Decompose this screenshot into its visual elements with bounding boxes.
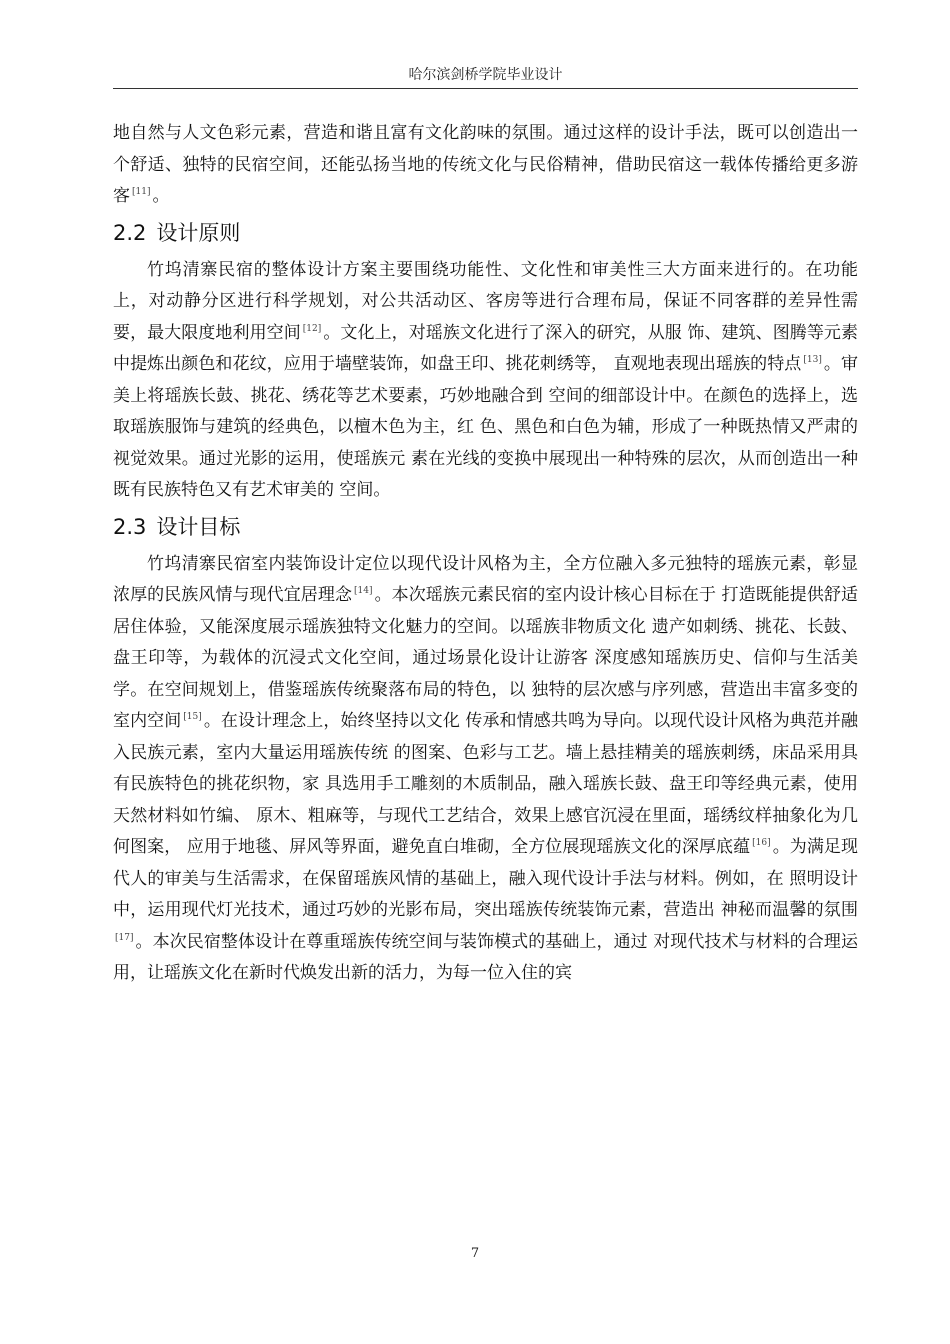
page-number: 7 — [470, 1246, 480, 1261]
paragraph-text: 。本次民宿整体设计在尊重瑶族传统空间与装饰模式的基础上，通过 对现代技术与材料的合理运用，让瑶族文化在新时代焕发出新的活力，为每一位入住的宾 — [113, 931, 858, 983]
intro-end: 。 — [152, 186, 170, 206]
design-principles-paragraph — [113, 255, 858, 507]
paragraph-text: 。本次瑶族元素民宿的室内设计核心目标在于 打造既能提供舒适居住体验，又能深度展示瑶族独特文化魅力的空间。以瑶族非物质文化 遗产如刺绣、挑花、长鼓、盘王印等，为载体的沉浸式文化空间，通过场景化设计让游客 深度感知瑶族历史、信仰与生活美学。在空间规划上，借鉴瑶族传统聚落布局的特色，以 独特的层次感与序列感，营造出丰富多变的室内空间 — [113, 585, 858, 731]
citation-ref[interactable]: [14] — [354, 586, 373, 597]
section-heading-2-2 — [113, 215, 858, 251]
section-title: 设计原则 — [156, 220, 241, 245]
page-body — [113, 118, 858, 990]
citation-ref[interactable]: [15] — [183, 712, 202, 723]
design-goals-paragraph — [113, 549, 858, 990]
paragraph-text: 。文化上，对瑶族文化进行了深入的研究，从服 饰、建筑、图腾等元素中提炼出颜色和花纹，应用于墙壁装饰，如盘王印、挑花刺绣等， 直观地表现出瑶族的特点 — [113, 322, 858, 374]
section-number: 2.3 — [113, 514, 147, 539]
citation-ref[interactable]: [17] — [115, 932, 134, 943]
section-heading-2-3 — [113, 509, 858, 545]
running-header — [113, 64, 858, 89]
paragraph-text: 竹坞清寨民宿的整体设计方案主要围绕功能性、文化性和审美性三大方面来进行的。在功能上，对动静分区进行科学规划，对公共活动区、客房等进行合理布局，保证不同客群的差异性需要，最大限度地利用空间 — [113, 259, 858, 343]
intro-paragraph — [113, 118, 858, 213]
paragraph-text: 。在设计理念上，始终坚持以文化 传承和情感共鸣为导向。以现代设计风格为典范并融入民族元素，室内大量运用瑶族传统 的图案、色彩与工艺。墙上悬挂精美的瑶族刺绣，床品采用具有民族特色的挑花织物，家 具选用手工雕刻的木质制品，融入瑶族长鼓、盘王印等经典元素，使用天然材料如竹编、 原木、粗麻等，与现代工艺结合，效果上感官沉浸在里面，瑶绣纹样抽象化为几何图案， 应用于地毯、屏风等界面，避免直白堆砌，全方位展现瑶族文化的深厚底蕴 — [113, 711, 859, 857]
paragraph-text: 。审美上将瑶族长鼓、挑花、绣花等艺术要素，巧妙地融合到 空间的细部设计中。在颜色的选择上，选取瑶族服饰与建筑的经典色，以檀木色为主，红 色、黑色和白色为辅，形成了一种既热情又严肃的视觉效果。通过光影的运用，使瑶族元 素在光线的变换中展现出一种特殊的层次，从而创造出一种既有民族特色又有艺术审美的 空间。 — [113, 354, 859, 500]
section-title: 设计目标 — [156, 514, 241, 539]
intro-text: 地自然与人文色彩元素，营造和谐且富有文化韵味的氛围。通过这样的设计手法，既可以创造出一个舒适、独特的民宿空间，还能弘扬当地的传统文化与民俗精神，借助民宿这一载体传播给更多游客 — [113, 123, 858, 206]
citation-ref[interactable]: [11] — [132, 187, 151, 198]
citation-ref[interactable]: [12] — [302, 323, 322, 334]
paragraph-text: 竹坞清寨民宿室内装饰设计定位以现代设计风格为主，全方位融入多元独特的瑶族元素，彰显浓厚的民族风情与现代宜居理念 — [113, 553, 858, 605]
running-header-title: 哈尔滨剑桥学院毕业设计 — [408, 67, 563, 83]
section-number: 2.2 — [113, 220, 147, 245]
citation-ref[interactable]: [13] — [803, 355, 822, 366]
citation-ref[interactable]: [16] — [752, 838, 771, 849]
paragraph-text: 。为满足现 代人的审美与生活需求，在保留瑶族风情的基础上，融入现代设计手法与材料。例如，在 照明设计中，运用现代灯光技术，通过巧妙的光影布局，突出瑶族传统装饰元素，营造出 神秘而温馨的氛围 — [113, 837, 859, 920]
